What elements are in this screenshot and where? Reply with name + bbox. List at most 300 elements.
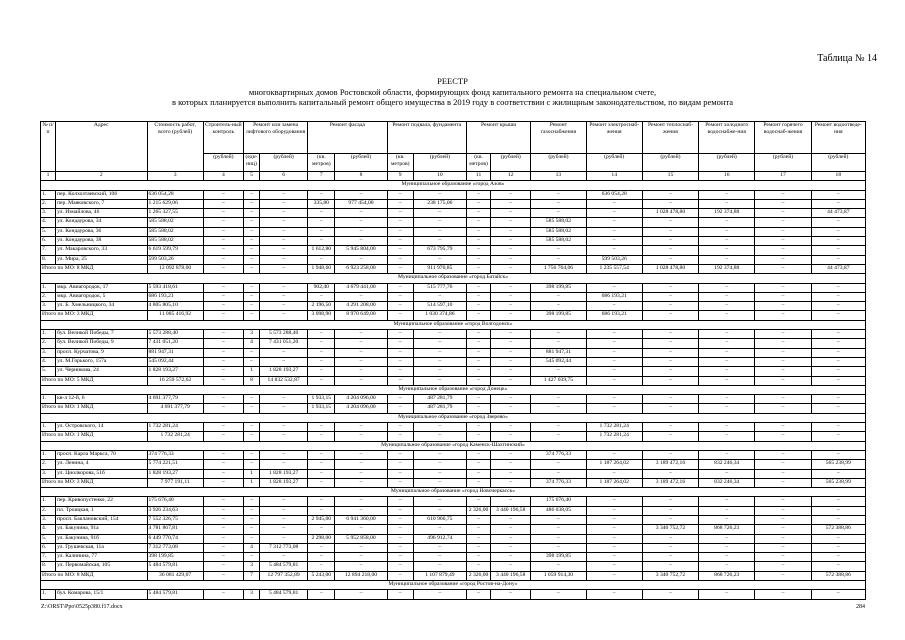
table-cell: – bbox=[491, 367, 531, 376]
table-cell: – bbox=[586, 506, 642, 515]
column-number-cell: 16 bbox=[699, 172, 755, 181]
row-address: мкр. Авиагородок, 5 bbox=[56, 292, 147, 301]
table-cell: – bbox=[413, 367, 466, 376]
unit-cell: (кв. метров) bbox=[387, 154, 413, 172]
table-cell: 673 795,79 bbox=[413, 246, 466, 255]
table-cell: – bbox=[467, 534, 491, 543]
table-cell: – bbox=[260, 460, 308, 469]
total-cell: 36 081 429,07 bbox=[147, 571, 203, 580]
table-cell: – bbox=[203, 367, 243, 376]
table-cell: – bbox=[531, 562, 586, 571]
table-cell: – bbox=[531, 534, 586, 543]
total-cell: – bbox=[755, 404, 811, 413]
table-row bbox=[41, 506, 866, 515]
row-number: 2. bbox=[41, 506, 56, 515]
table-cell: – bbox=[335, 339, 387, 348]
table-cell: – bbox=[335, 450, 387, 459]
table-cell: 7 312 773,08 bbox=[260, 543, 308, 552]
table-cell: 636 054,28 bbox=[586, 190, 642, 199]
table-cell: – bbox=[467, 302, 491, 311]
table-cell: – bbox=[811, 302, 865, 311]
total-cell: 12 894 218,00 bbox=[335, 571, 387, 580]
table-cell: – bbox=[335, 255, 387, 264]
table-cell: – bbox=[699, 283, 755, 292]
table-cell: – bbox=[387, 255, 413, 264]
unit-cell: (рублей) bbox=[811, 154, 865, 172]
table-cell: – bbox=[699, 395, 755, 404]
table-cell: – bbox=[642, 292, 698, 301]
table-cell: – bbox=[586, 348, 642, 357]
total-cell: 374 776,33 bbox=[531, 478, 586, 487]
row-number: 7. bbox=[41, 553, 56, 562]
table-cell: – bbox=[699, 255, 755, 264]
total-cell: 4 691 377,79 bbox=[147, 404, 203, 413]
row-address: мкр. Авиагородок, 17 bbox=[56, 283, 147, 292]
table-row bbox=[41, 460, 866, 469]
table-cell: – bbox=[467, 590, 491, 599]
table-cell: – bbox=[413, 506, 466, 515]
total-cell: – bbox=[243, 432, 259, 441]
row-address: пер. Маяковского, 7 bbox=[56, 199, 147, 208]
total-cell: – bbox=[491, 404, 531, 413]
table-cell: – bbox=[308, 590, 335, 599]
total-cell: 832 246,34 bbox=[699, 478, 755, 487]
total-cell: – bbox=[586, 404, 642, 413]
total-cell: 868 726,23 bbox=[699, 571, 755, 580]
table-cell: – bbox=[243, 423, 259, 432]
table-cell: – bbox=[642, 534, 698, 543]
table-cell: – bbox=[642, 553, 698, 562]
table-cell: – bbox=[699, 330, 755, 339]
row-number: 6. bbox=[41, 237, 56, 246]
total-cell: 44 473,87 bbox=[811, 264, 865, 273]
total-cell: – bbox=[699, 432, 755, 441]
table-cell: – bbox=[243, 534, 259, 543]
table-cell: – bbox=[642, 227, 698, 236]
total-row bbox=[41, 376, 866, 385]
table-cell: – bbox=[531, 199, 586, 208]
table-cell: 7 312 773,08 bbox=[147, 543, 203, 552]
table-cell: – bbox=[413, 339, 466, 348]
total-cell: – bbox=[413, 432, 466, 441]
row-number: 3. bbox=[41, 302, 56, 311]
table-cell: – bbox=[586, 534, 642, 543]
table-cell: 881 947,31 bbox=[147, 348, 203, 357]
table-cell: – bbox=[260, 292, 308, 301]
table-cell: – bbox=[491, 199, 531, 208]
table-cell: – bbox=[491, 292, 531, 301]
row-address: ул. Макаровского, 33 bbox=[56, 246, 147, 255]
municipality-name: Муниципальное образование «город Батайск» bbox=[41, 274, 866, 283]
table-cell: – bbox=[203, 460, 243, 469]
table-cell: – bbox=[755, 515, 811, 524]
title-line-1: РЕЕСТР bbox=[437, 76, 468, 86]
table-cell: – bbox=[467, 330, 491, 339]
total-cell: – bbox=[467, 376, 491, 385]
total-row bbox=[41, 432, 866, 441]
table-cell: – bbox=[491, 553, 531, 562]
total-cell: – bbox=[387, 478, 413, 487]
total-cell: – bbox=[491, 432, 531, 441]
total-cell: 572 388,86 bbox=[811, 571, 865, 580]
total-cell: – bbox=[413, 376, 466, 385]
table-cell: – bbox=[586, 497, 642, 506]
table-cell: – bbox=[642, 562, 698, 571]
column-number-cell: 3 bbox=[147, 172, 203, 181]
header-number: № п/п bbox=[41, 122, 56, 172]
table-cell: – bbox=[491, 543, 531, 552]
table-cell: – bbox=[243, 450, 259, 459]
unit-cell: (еди-ниц) bbox=[243, 154, 259, 172]
table-cell: 3 340 752,72 bbox=[642, 525, 698, 534]
total-cell: – bbox=[491, 311, 531, 320]
table-cell: – bbox=[308, 525, 335, 534]
table-cell: – bbox=[387, 292, 413, 301]
table-cell: – bbox=[467, 237, 491, 246]
table-cell: – bbox=[387, 497, 413, 506]
total-cell: – bbox=[467, 404, 491, 413]
row-address: ул. М.Горького, 157а bbox=[56, 357, 147, 366]
table-cell: – bbox=[811, 330, 865, 339]
total-cell: – bbox=[755, 571, 811, 580]
table-cell: 1 265 327,55 bbox=[147, 209, 203, 218]
table-cell: – bbox=[335, 553, 387, 562]
row-number: 3. bbox=[41, 209, 56, 218]
table-cell: – bbox=[387, 237, 413, 246]
total-cell: 192 374,88 bbox=[699, 264, 755, 273]
table-cell: 3 926 234,63 bbox=[147, 506, 203, 515]
table-cell: – bbox=[467, 283, 491, 292]
header-total-cost: Стоимость работ, всего (рублей) bbox=[147, 122, 203, 172]
table-cell: – bbox=[811, 190, 865, 199]
table-cell: 1 028 478,80 bbox=[642, 209, 698, 218]
table-cell: – bbox=[531, 469, 586, 478]
unit-cell: (рублей) bbox=[531, 154, 586, 172]
table-cell: – bbox=[699, 590, 755, 599]
municipality-section-row bbox=[41, 581, 866, 590]
table-cell: 175 676,40 bbox=[531, 497, 586, 506]
total-cell: – bbox=[243, 311, 259, 320]
municipality-section-row bbox=[41, 413, 866, 422]
table-cell: 1 828 193,27 bbox=[260, 469, 308, 478]
table-row bbox=[41, 283, 866, 292]
table-cell: – bbox=[811, 199, 865, 208]
table-row bbox=[41, 246, 866, 255]
table-cell: 3 bbox=[243, 330, 259, 339]
table-cell: – bbox=[335, 469, 387, 478]
table-cell: – bbox=[755, 227, 811, 236]
file-path: Z:\ORST\Ppo\0525p380.f17.docx bbox=[41, 604, 123, 610]
table-cell: – bbox=[413, 190, 466, 199]
total-cell: – bbox=[260, 311, 308, 320]
table-cell: – bbox=[811, 227, 865, 236]
table-cell: – bbox=[308, 367, 335, 376]
table-cell: – bbox=[260, 534, 308, 543]
table-cell: – bbox=[699, 292, 755, 301]
table-cell: 585 588,02 bbox=[147, 218, 203, 227]
table-cell: – bbox=[811, 534, 865, 543]
table-cell: – bbox=[586, 246, 642, 255]
table-cell: – bbox=[699, 562, 755, 571]
table-cell: 7 431 051,20 bbox=[147, 339, 203, 348]
table-cell: – bbox=[203, 302, 243, 311]
row-address: бул. Комарова, 15/1 bbox=[56, 590, 147, 599]
table-cell: – bbox=[699, 367, 755, 376]
table-cell: – bbox=[467, 218, 491, 227]
table-cell: – bbox=[413, 237, 466, 246]
table-cell: – bbox=[699, 246, 755, 255]
row-address: ул. Мира, 25 bbox=[56, 255, 147, 264]
column-number-cell: 14 bbox=[586, 172, 642, 181]
table-cell: – bbox=[755, 283, 811, 292]
table-cell: – bbox=[413, 348, 466, 357]
table-cell: – bbox=[335, 423, 387, 432]
table-row bbox=[41, 255, 866, 264]
table-cell: – bbox=[335, 525, 387, 534]
table-row bbox=[41, 450, 866, 459]
total-cell: – bbox=[308, 478, 335, 487]
total-cell: 1 107 879,49 bbox=[413, 571, 466, 580]
table-cell: – bbox=[335, 590, 387, 599]
total-cell: – bbox=[491, 264, 531, 273]
table-cell: – bbox=[491, 255, 531, 264]
table-cell: – bbox=[387, 543, 413, 552]
table-cell: – bbox=[243, 255, 259, 264]
table-cell: 686 193,21 bbox=[586, 292, 642, 301]
header-gas: Ремонт газоснабжения bbox=[531, 122, 586, 154]
table-cell: – bbox=[203, 534, 243, 543]
table-cell: – bbox=[699, 469, 755, 478]
row-number: 5. bbox=[41, 534, 56, 543]
table-cell: – bbox=[467, 562, 491, 571]
unit-cell: (рублей) bbox=[203, 154, 243, 172]
table-cell: – bbox=[467, 395, 491, 404]
header-cold-water: Ремонт холодного водоснабже-ния bbox=[699, 122, 755, 154]
total-cell: – bbox=[203, 264, 243, 273]
municipality-section-row bbox=[41, 488, 866, 497]
table-cell: – bbox=[586, 367, 642, 376]
table-cell: – bbox=[491, 330, 531, 339]
table-cell: – bbox=[531, 246, 586, 255]
table-cell: – bbox=[387, 246, 413, 255]
table-cell: 1 187 264,02 bbox=[586, 460, 642, 469]
table-cell: – bbox=[755, 199, 811, 208]
table-cell: 5 484 579,81 bbox=[147, 562, 203, 571]
table-cell: 1 732 281,24 bbox=[147, 423, 203, 432]
table-cell: – bbox=[811, 218, 865, 227]
row-address: ул. Кондаурова, 34 bbox=[56, 218, 147, 227]
total-cell: – bbox=[308, 376, 335, 385]
table-cell: – bbox=[387, 534, 413, 543]
row-address: пл. Троицкая, 1 bbox=[56, 506, 147, 515]
table-cell: – bbox=[586, 218, 642, 227]
column-number-cell: 1 bbox=[41, 172, 56, 181]
table-cell: – bbox=[203, 339, 243, 348]
table-cell: – bbox=[699, 497, 755, 506]
table-cell: – bbox=[811, 395, 865, 404]
table-cell: – bbox=[491, 348, 531, 357]
total-cell: – bbox=[467, 478, 491, 487]
table-cell: 7 552 326,75 bbox=[147, 515, 203, 524]
table-cell: 515 777,76 bbox=[413, 283, 466, 292]
table-cell: 5 573 288,40 bbox=[147, 330, 203, 339]
table-cell: – bbox=[308, 562, 335, 571]
total-cell: 5 243,00 bbox=[308, 571, 335, 580]
total-cell: 1 bbox=[243, 478, 259, 487]
table-cell: – bbox=[811, 450, 865, 459]
table-cell: – bbox=[755, 357, 811, 366]
table-cell: 1 828 193,27 bbox=[260, 367, 308, 376]
table-cell: 486 038,05 bbox=[531, 506, 586, 515]
table-cell: – bbox=[203, 283, 243, 292]
total-cell: – bbox=[387, 432, 413, 441]
table-cell: – bbox=[811, 367, 865, 376]
total-cell: – bbox=[203, 404, 243, 413]
total-cell: – bbox=[491, 478, 531, 487]
total-cell: – bbox=[467, 264, 491, 273]
table-cell: – bbox=[642, 283, 698, 292]
table-cell: – bbox=[413, 553, 466, 562]
table-cell: 4 679 441,00 bbox=[335, 283, 387, 292]
total-cell: – bbox=[642, 376, 698, 385]
table-cell: – bbox=[308, 497, 335, 506]
table-cell: 1 bbox=[243, 367, 259, 376]
table-cell: – bbox=[491, 515, 531, 524]
table-row bbox=[41, 237, 866, 246]
header-elevator: Ремонт или замена лифтового оборудования bbox=[243, 122, 307, 154]
table-cell: – bbox=[260, 237, 308, 246]
table-cell: 2 326,00 bbox=[467, 506, 491, 515]
unit-cell: (рублей) bbox=[413, 154, 466, 172]
table-cell: – bbox=[699, 339, 755, 348]
municipality-name: Муниципальное образование «город Ростов-на-Дону» bbox=[41, 581, 866, 590]
table-cell: – bbox=[586, 199, 642, 208]
table-cell: – bbox=[755, 348, 811, 357]
table-cell: – bbox=[203, 292, 243, 301]
table-cell: – bbox=[308, 292, 335, 301]
total-cell: – bbox=[642, 311, 698, 320]
table-header bbox=[41, 122, 866, 181]
table-cell: – bbox=[531, 190, 586, 199]
table-cell: – bbox=[586, 525, 642, 534]
municipality-name: Муниципальное образование «город Донецк» bbox=[41, 385, 866, 394]
row-address: ул. Первомайская, 105 bbox=[56, 562, 147, 571]
table-cell: – bbox=[642, 543, 698, 552]
table-cell: – bbox=[491, 283, 531, 292]
table-cell: 599 503,26 bbox=[147, 255, 203, 264]
row-address: ул. Калинина, 77 bbox=[56, 553, 147, 562]
total-row bbox=[41, 264, 866, 273]
total-cell: 1 933,15 bbox=[308, 404, 335, 413]
table-cell: – bbox=[642, 218, 698, 227]
table-cell: – bbox=[335, 562, 387, 571]
table-cell: – bbox=[308, 506, 335, 515]
table-cell: – bbox=[308, 237, 335, 246]
table-cell: 5 484 579,81 bbox=[260, 562, 308, 571]
total-cell: – bbox=[755, 376, 811, 385]
table-cell: 1 828 193,27 bbox=[147, 469, 203, 478]
table-cell: – bbox=[387, 553, 413, 562]
total-cell: – bbox=[491, 376, 531, 385]
total-cell: – bbox=[260, 432, 308, 441]
table-cell: – bbox=[642, 330, 698, 339]
table-cell: 4 781 867,81 bbox=[147, 525, 203, 534]
table-cell: – bbox=[755, 553, 811, 562]
total-cell: 12 092 878,00 bbox=[147, 264, 203, 273]
total-cell: – bbox=[243, 404, 259, 413]
total-cell: 14 832 532,87 bbox=[260, 376, 308, 385]
table-cell: 686 193,21 bbox=[147, 292, 203, 301]
municipality-section-row bbox=[41, 274, 866, 283]
table-cell: – bbox=[308, 218, 335, 227]
table-cell: – bbox=[260, 348, 308, 357]
table-cell: – bbox=[243, 227, 259, 236]
table-cell: – bbox=[755, 255, 811, 264]
table-cell: – bbox=[586, 209, 642, 218]
table-cell: – bbox=[699, 450, 755, 459]
table-cell: – bbox=[755, 460, 811, 469]
table-cell: – bbox=[755, 450, 811, 459]
table-cell: – bbox=[203, 469, 243, 478]
table-cell: 4 204 096,00 bbox=[335, 395, 387, 404]
table-row bbox=[41, 515, 866, 524]
table-cell: – bbox=[203, 423, 243, 432]
total-cell: 3 440 196,58 bbox=[491, 571, 531, 580]
table-cell: – bbox=[586, 330, 642, 339]
table-row bbox=[41, 339, 866, 348]
total-cell: – bbox=[811, 432, 865, 441]
header-drainage: Ремонт водоотведе-ния bbox=[811, 122, 865, 154]
table-cell: – bbox=[413, 292, 466, 301]
table-cell: – bbox=[491, 237, 531, 246]
table-cell: – bbox=[642, 515, 698, 524]
row-number: 2. bbox=[41, 460, 56, 469]
total-cell: – bbox=[387, 571, 413, 580]
table-cell: – bbox=[387, 218, 413, 227]
total-cell: – bbox=[413, 478, 466, 487]
table-cell: 487 281,79 bbox=[413, 395, 466, 404]
municipality-name: Муниципальное образование «город Каменск-Шахтинский» bbox=[41, 441, 866, 450]
total-cell: 1 732 281,24 bbox=[586, 432, 642, 441]
table-cell: – bbox=[387, 339, 413, 348]
table-cell: – bbox=[755, 302, 811, 311]
table-cell: – bbox=[491, 395, 531, 404]
table-cell: – bbox=[699, 553, 755, 562]
table-cell: – bbox=[586, 302, 642, 311]
table-cell: – bbox=[491, 469, 531, 478]
column-number-cell: 13 bbox=[531, 172, 586, 181]
total-cell: 1 030 374,86 bbox=[413, 311, 466, 320]
table-cell: 5 945 804,00 bbox=[335, 246, 387, 255]
table-cell: – bbox=[642, 348, 698, 357]
total-cell: – bbox=[387, 311, 413, 320]
total-cell: 3 098,90 bbox=[308, 311, 335, 320]
table-cell: – bbox=[811, 543, 865, 552]
total-label: Итого по МО: 1 МКД bbox=[41, 404, 148, 413]
table-cell: 4 291 208,00 bbox=[335, 302, 387, 311]
table-cell: – bbox=[335, 460, 387, 469]
table-cell: – bbox=[203, 246, 243, 255]
table-cell: – bbox=[586, 450, 642, 459]
row-number: 4. bbox=[41, 218, 56, 227]
table-cell: 1 bbox=[243, 469, 259, 478]
table-cell: – bbox=[811, 255, 865, 264]
table-cell: 599 503,26 bbox=[586, 255, 642, 264]
table-cell: – bbox=[413, 562, 466, 571]
row-number: 2. bbox=[41, 339, 56, 348]
municipality-name: Муниципальное образование «город Волгодонск» bbox=[41, 320, 866, 329]
table-cell: – bbox=[335, 190, 387, 199]
